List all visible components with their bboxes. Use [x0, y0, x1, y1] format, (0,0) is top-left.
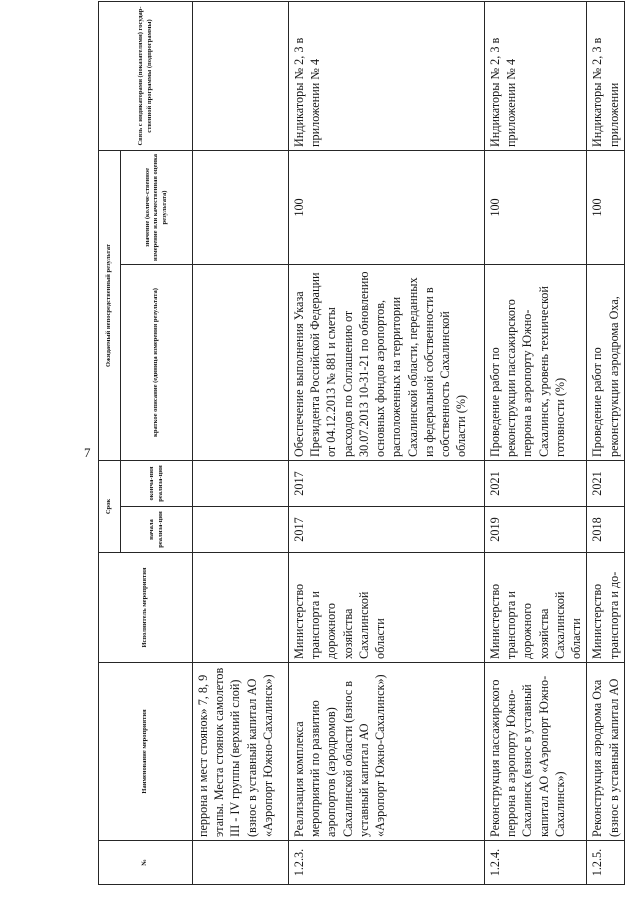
header-expected-desc: краткое описание (единица измерения результата) [121, 265, 193, 461]
row-name: Реализация комплекса мероприятий по развитию аэропортов (аэродромов) Сахалинской области (взнос в уставный капитал АО «Аэропорт Южно-Сахалинск») [289, 663, 485, 841]
row-value: 100 [289, 151, 485, 265]
header-expected-value: значение (количе-ственное измерение или качественная оценка результата) [121, 151, 193, 265]
row-description: Проведение работ по реконструкции пассажирского перрона в аэропорту Южно-Сахалинск, уровень технической готовности (%) [485, 265, 587, 461]
header-no: № [99, 841, 193, 885]
row-description: Обеспечение выполнения Указа Президента Российской Федерации от 04.12.2013 № 881 и сметы расходов по Соглашению от 30.07.2013 10-31-21 по обновлению основных фондов аэропортов, расположенных на территории Сахалинской области, переданных из федеральной собственности в собственность Сахалинской области (%) [289, 265, 485, 461]
header-term-start: начала реализа-ции [121, 507, 193, 553]
row-number: 1.2.5. [587, 841, 624, 885]
measures-table [98, 1, 625, 885]
row-executor: Министерство транспорта и дорожного хозяйства Сахалинской области [485, 553, 587, 663]
header-name: Наименование мероприятия [99, 663, 193, 841]
header-row-1 [99, 2, 121, 885]
cont-end [193, 461, 289, 507]
header-term: Срок [99, 461, 121, 553]
header-expected: Ожидаемый непосредственный результат [99, 151, 121, 461]
rotated-table-wrapper [98, 2, 621, 885]
cont-value [193, 151, 289, 265]
row-start: 2017 [289, 507, 485, 553]
cont-link [193, 2, 289, 151]
row-name: Реконструкция пассажирского перрона в аэропорту Южно-Сахалинск (взнос в уставный капитал АО «Аэропорт Южно-Сахалинск») [485, 663, 587, 841]
row-number: 1.2.4. [485, 841, 587, 885]
cont-executor [193, 553, 289, 663]
cont-desc [193, 265, 289, 461]
row-value: 100 [587, 151, 624, 265]
row-end: 2021 [485, 461, 587, 507]
row-name: Реконструкция аэродрома Оха (взнос в уставный капитал АО [587, 663, 624, 841]
cont-name: перрона и мест стоянок» 7, 8, 9 этапы. Места стоянок самолетов III - IV группы (верхний слой) (взнос в уставный капитал АО «Аэропорт Южно-Сахалинск») [193, 663, 289, 841]
continuation-row [193, 2, 289, 885]
row-executor: Министерство транспорта и до- [587, 553, 624, 663]
row-executor: Министерство транспорта и дорожного хозяйства Сахалинской области [289, 553, 485, 663]
header-link: Связь с индикаторами (показателями) государ-ственной программы (подпрограммы) [99, 2, 193, 151]
row-number: 1.2.3. [289, 841, 485, 885]
row-description: Проведение работ по реконструкции аэродрома Оха, [587, 265, 624, 461]
row-link: Индикаторы № 2, 3 в приложении № 4 [485, 2, 587, 151]
row-link: Индикаторы № 2, 3 в приложении № 4 [289, 2, 485, 151]
page-number: 7 [84, 445, 91, 460]
row-start: 2019 [485, 507, 587, 553]
row-start: 2018 [587, 507, 624, 553]
table-row [289, 2, 485, 885]
table-row [587, 2, 624, 885]
table-row [485, 2, 587, 885]
cont-no [193, 841, 289, 885]
row-end: 2021 [587, 461, 624, 507]
row-link: Индикаторы № 2, 3 в приложении [587, 2, 624, 151]
header-executor: Исполнитель мероприятия [99, 553, 193, 663]
row-end: 2017 [289, 461, 485, 507]
header-term-end: оконча-ния реализа-ции [121, 461, 193, 507]
cont-start [193, 507, 289, 553]
row-value: 100 [485, 151, 587, 265]
